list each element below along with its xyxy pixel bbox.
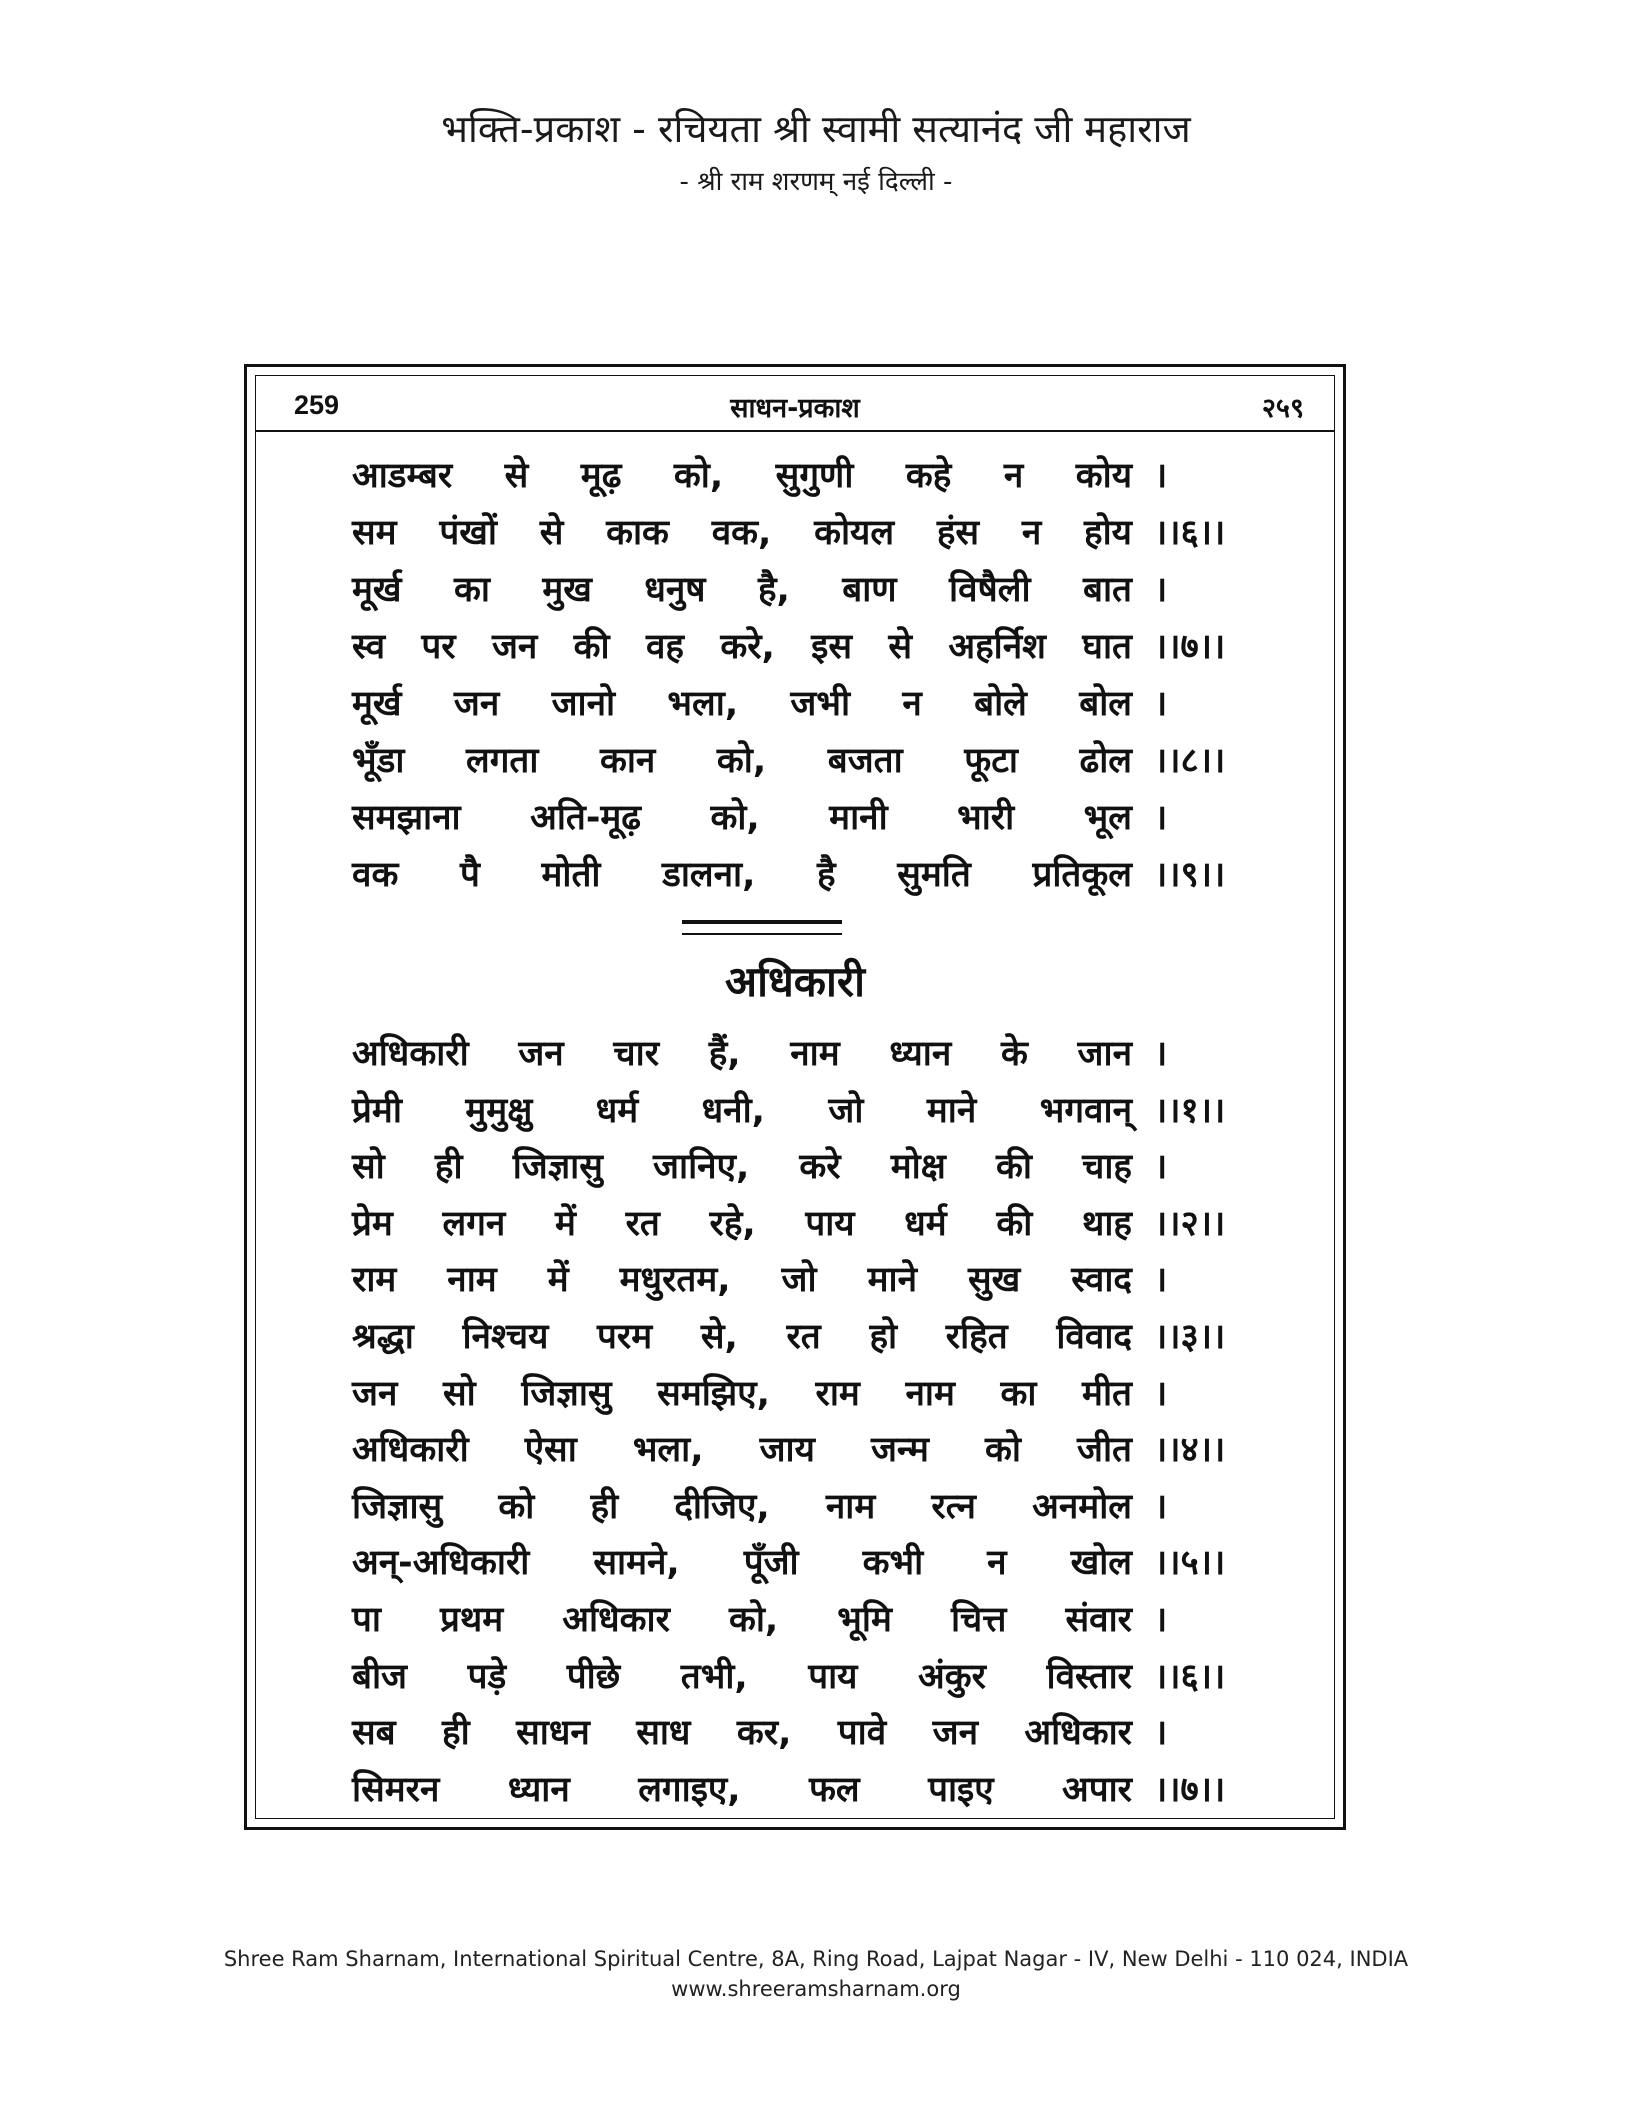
verse-line (352, 562, 1232, 618)
verse-line (352, 448, 1232, 504)
verse-mark: । (1154, 1034, 1168, 1074)
verse-line (352, 1083, 1232, 1139)
verse-mark: ।।७।। (1154, 627, 1226, 667)
verse-text: भूँडा लगता कान को, बजता फूटा ढोल (352, 741, 1132, 781)
verse-text: श्रद्धा निश्चय परम से, रत हो रहित विवाद (352, 1317, 1132, 1357)
verse-line (352, 1252, 1232, 1308)
verse-line (352, 1422, 1232, 1478)
verse-mark: । (1154, 1373, 1168, 1414)
verse-mark: । (1154, 684, 1168, 724)
verse-text: बीज पड़े पीछे तभी, पाय अंकुर विस्तार (352, 1656, 1132, 1697)
verse-line (352, 676, 1232, 732)
document-title: भक्ति-प्रकाश - रचियता श्री स्वामी सत्यानंद जी महाराज (441, 107, 1191, 151)
verse-text: राम नाम में मधुरतम, जो माने सुख स्वाद (352, 1260, 1132, 1301)
verse-mark: । (1154, 1486, 1168, 1527)
verse-text: अधिकारी ऐसा भला, जाय जन्म को जीत (352, 1430, 1132, 1471)
verse-mark: । (1154, 1260, 1168, 1301)
verse-mark: ।।४।। (1154, 1430, 1226, 1471)
verse-line (352, 733, 1232, 789)
verse-line (352, 847, 1232, 903)
verse-text: मूर्ख जन जानो भला, जभी न बोले बोल (352, 684, 1132, 724)
verse-mark: ।।२।। (1154, 1203, 1226, 1244)
verse-line (352, 1139, 1232, 1195)
page-frame-inner (255, 375, 1335, 1819)
verse-mark: । (1154, 1713, 1168, 1754)
verse-mark: ।।९।। (1154, 855, 1226, 895)
verse-text: सम पंखों से काक वक, कोयल हंस न होय (352, 513, 1132, 553)
document-subtitle: - श्री राम शरणम् नई दिल्ली - (679, 167, 953, 197)
verse-mark: ।।६।। (1154, 1656, 1226, 1697)
verse-line (352, 1196, 1232, 1252)
footer-address: Shree Ram Sharnam, International Spiritual Centre, 8A, Ring Road, Lajpat Nagar - IV, New Delhi - 110 024, INDIA (223, 1947, 1409, 1971)
verse-mark: । (1154, 456, 1168, 496)
verse-line (352, 1535, 1232, 1591)
verse-text: आडम्बर से मूढ़ को, सुगुणी कहे न कोय (352, 456, 1132, 496)
document-footer (0, 1944, 1632, 2004)
verse-line (352, 1309, 1232, 1365)
verse-text: स्व पर जन की वह करे, इस से अहर्निश घात (352, 627, 1132, 667)
verse-line (352, 1762, 1232, 1818)
verse-text: वक पै मोती डालना, है सुमति प्रतिकूल (352, 855, 1132, 895)
verse-text: प्रेम लगन में रत रहे, पाय धर्म की थाह (352, 1203, 1132, 1244)
verse-line (352, 1026, 1232, 1082)
verse-text: समझाना अति-मूढ़ को, मानी भारी भूल (352, 798, 1132, 838)
verse-text: सिमरन ध्यान लगाइए, फल पाइए अपार (352, 1769, 1132, 1810)
running-title: साधन-प्रकाश (730, 393, 860, 424)
page-number-devanagari: २५९ (1261, 393, 1304, 424)
verse-text: सो ही जिज्ञासु जानिए, करे मोक्ष की चाह (352, 1147, 1132, 1188)
verse-mark: ।।६।। (1154, 513, 1226, 553)
footer-website: www.shreeramsharnam.org (671, 1977, 961, 2001)
page-head (256, 386, 1334, 432)
verse-text: प्रेमी मुमुक्षु धर्म धनी, जो माने भगवान् (352, 1090, 1132, 1131)
verse-mark: । (1154, 798, 1168, 838)
verse-mark: ।।७।। (1154, 1769, 1226, 1810)
section-divider (682, 920, 842, 935)
verse-line (352, 1705, 1232, 1761)
section-heading: अधिकारी (725, 957, 865, 1006)
verse-line (352, 1592, 1232, 1648)
verse-line (352, 1649, 1232, 1705)
verse-line (352, 505, 1232, 561)
verse-line (352, 790, 1232, 846)
verse-mark: । (1154, 1147, 1168, 1188)
verse-mark: ।।८।। (1154, 741, 1226, 781)
verse-mark: । (1154, 1600, 1168, 1640)
verse-mark: । (1154, 570, 1168, 610)
verse-text: पा प्रथम अधिकार को, भूमि चित्त संवार (352, 1600, 1132, 1640)
verse-mark: ।।३।। (1154, 1317, 1226, 1357)
document-header (0, 102, 1632, 202)
verse-text: मूर्ख का मुख धनुष है, बाण विषैली बात (352, 570, 1132, 610)
verse-mark: ।।५।। (1154, 1543, 1226, 1584)
verse-text: सब ही साधन साध कर, पावे जन अधिकार (352, 1713, 1132, 1754)
verse-text: जन सो जिज्ञासु समझिए, राम नाम का मीत (352, 1373, 1132, 1414)
page-number-latin: 259 (294, 390, 340, 420)
verse-text: अन्-अधिकारी सामने, पूँजी कभी न खोल (352, 1543, 1132, 1584)
verse-mark: ।।१।। (1154, 1090, 1226, 1131)
verse-line (352, 619, 1232, 675)
verse-text: जिज्ञासु को ही दीजिए, नाम रत्न अनमोल (352, 1486, 1132, 1527)
verse-line (352, 1479, 1232, 1535)
verse-line (352, 1366, 1232, 1422)
verse-text: अधिकारी जन चार हैं, नाम ध्यान के जान (352, 1034, 1132, 1074)
page-frame (244, 364, 1346, 1830)
